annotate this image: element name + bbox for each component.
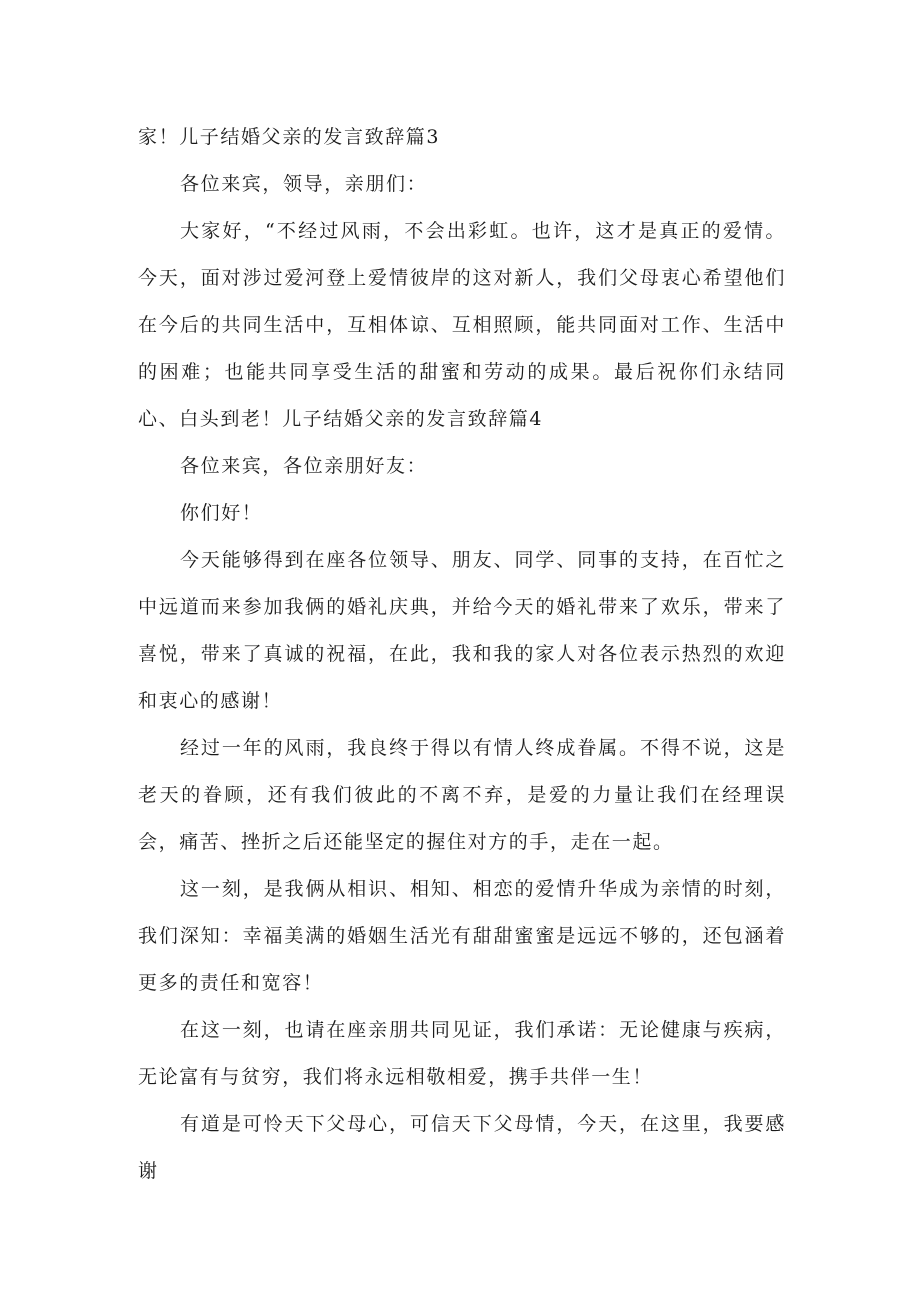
paragraph-parents: 有道是可怜天下父母心，可信天下父母情，今天，在这里，我要感谢 [138, 1113, 786, 1182]
paragraph-one-year: 经过一年的风雨，我良终于得以有情人终成眷属。不得不说，这是老天的眷顾，还有我们彼此的不离不弃，是爱的力量让我们在经理误会，痛苦、挫折之后还能坚定的握住对方的手，走在一起。 [138, 737, 786, 853]
paragraph-continuation-heading-3: 家！儿子结婚父亲的发言致辞篇3 [138, 126, 441, 148]
paragraph-this-moment: 这一刻，是我俩从相识、相知、相恋的爱情升华成为亲情的时刻，我们深知：幸福美满的婚姻生活光有甜甜蜜蜜是远远不够的，还包涵着更多的责任和宽容！ [138, 878, 786, 994]
paragraph-speech-3-body: 大家好，“不经过风雨，不会出彩虹。也许，这才是真正的爱情。今天，面对涉过爱河登上爱情彼岸的这对新人，我们父母衷心希望他们在今后的共同生活中，互相体谅、互相照顾，能共同面对工作、生活中的困难；也能共同享受生活的甜蜜和劳动的成果。最后祝你们永结同心、白头到老！儿子结婚父亲的发言致辞篇4 [138, 220, 786, 430]
paragraph-greeting: 你们好！ [180, 502, 263, 524]
paragraph-salutation-2: 各位来宾，各位亲朋好友： [180, 455, 428, 477]
paragraph-thanks: 今天能够得到在座各位领导、朋友、同学、同事的支持，在百忙之中远道而来参加我俩的婚礼庆典，并给今天的婚礼带来了欢乐，带来了喜悦，带来了真诚的祝福，在此，我和我的家人对各位表示热烈的欢迎和衷心的感谢！ [138, 549, 786, 712]
document-body [138, 114, 786, 1195]
paragraph-salutation-1: 各位来宾，领导，亲朋们： [180, 173, 428, 195]
paragraph-promise: 在这一刻，也请在座亲朋共同见证，我们承诺：无论健康与疾病，无论富有与贫穷，我们将永远相敬相爱，携手共伴一生！ [138, 1019, 786, 1088]
